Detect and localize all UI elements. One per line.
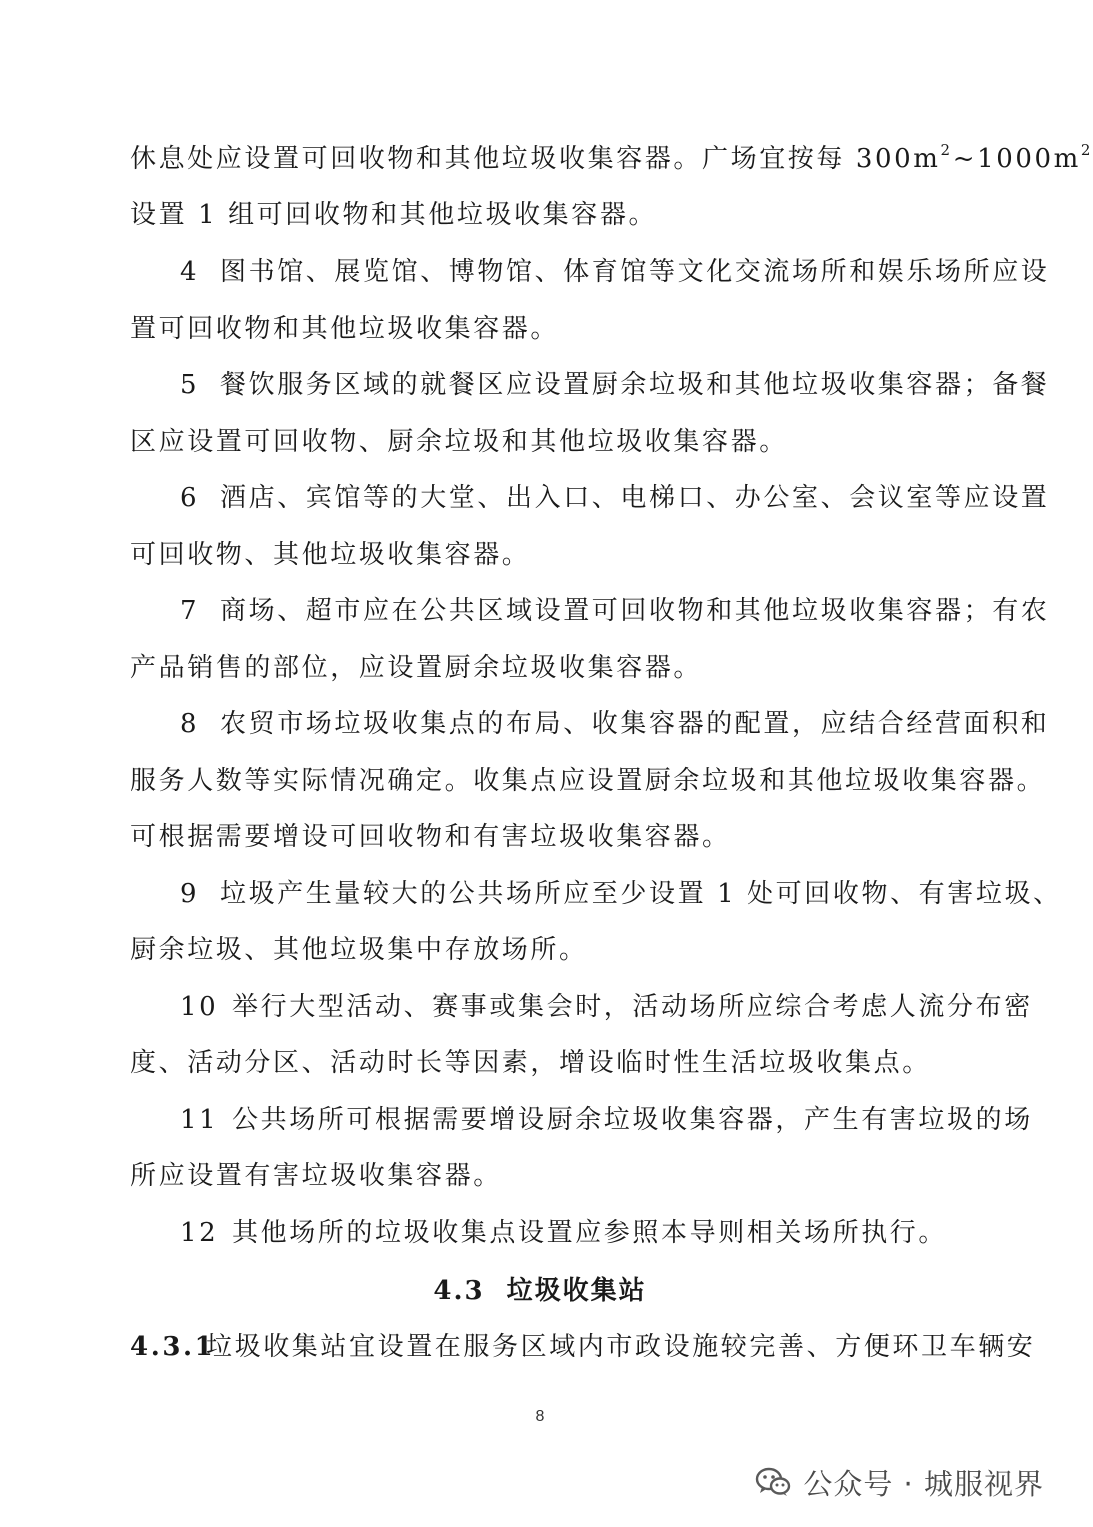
section-number: 4.3 [433,1276,485,1306]
paragraph-line [130,141,1093,176]
item-number: 4 [180,257,200,287]
list-item-8 [180,707,1050,741]
watermark [755,1462,1044,1502]
list-item-4 [180,255,1050,289]
clause-number: 4.3.1 [130,1332,216,1362]
item-number: 6 [180,483,200,513]
item-number: 8 [180,709,200,739]
paragraph-line: 产品销售的部位，应设置厨余垃圾收集容器。 [130,653,703,683]
list-item-10 [180,990,1033,1024]
item-number: 12 [180,1218,219,1248]
superscript: 2 [940,141,953,160]
list-item-12 [180,1216,952,1250]
section-title: 垃圾收集站 [506,1276,647,1306]
paragraph-line: 置可回收物和其他垃圾收集容器。 [130,314,560,344]
paragraph-line: 设置 1 组可回收物和其他垃圾收集容器。 [130,200,658,230]
line-text: 垃圾产生量较大的公共场所应至少设置 1 处可回收物、有害垃圾、 [220,879,1062,909]
paragraph-line: 服务人数等实际情况确定。收集点应设置厨余垃圾和其他垃圾收集容器。 [130,766,1046,796]
list-item-6 [180,481,1050,515]
line-text: 公共场所可根据需要增设厨余垃圾收集容器，产生有害垃圾的场 [232,1105,1033,1135]
wechat-icon [755,1467,791,1497]
item-number: 10 [180,992,219,1022]
list-item-11 [180,1103,1033,1137]
line-text: 垃圾收集站宜设置在服务区域内市政设施较完善、方便环卫车辆安 [206,1332,1036,1362]
line-text: 其他场所的垃圾收集点设置应参照本导则相关场所执行。 [232,1218,948,1248]
item-number: 7 [180,596,200,626]
paragraph-line: 区应设置可回收物、厨余垃圾和其他垃圾收集容器。 [130,427,788,457]
paragraph-line: 厨余垃圾、其他垃圾集中存放场所。 [130,935,588,965]
line-text: 餐饮服务区域的就餐区应设置厨余垃圾和其他垃圾收集容器；备餐 [220,370,1050,400]
item-number: 11 [180,1105,219,1135]
paragraph-line: 可回收物、其他垃圾收集容器。 [130,540,531,570]
watermark-text: 公众号 · 城服视界 [803,1466,1044,1501]
section-heading [0,1274,1080,1308]
clause-line [130,1330,1036,1364]
line-text: ~1000m [952,144,1081,174]
item-number: 9 [180,879,200,909]
line-text: 休息处应设置可回收物和其他垃圾收集容器。广场宜按每 300m [130,144,941,174]
item-number: 5 [180,370,200,400]
paragraph-line: 可根据需要增设可回收物和有害垃圾收集容器。 [130,822,731,852]
line-text: 商场、超市应在公共区域设置可回收物和其他垃圾收集容器；有农 [220,596,1050,626]
list-item-9 [180,877,1062,911]
paragraph-line: 度、活动分区、活动时长等因素，增设临时性生活垃圾收集点。 [130,1048,931,1078]
line-text: 农贸市场垃圾收集点的布局、收集容器的配置，应结合经营面积和 [220,709,1050,739]
superscript: 2 [1080,141,1093,160]
list-item-5 [180,368,1050,402]
paragraph-line: 所应设置有害垃圾收集容器。 [130,1161,502,1191]
line-text: 图书馆、展览馆、博物馆、体育馆等文化交流场所和娱乐场所应设 [220,257,1050,287]
page-number: 8 [535,1408,545,1425]
line-text: 酒店、宾馆等的大堂、出入口、电梯口、办公室、会议室等应设置 [220,483,1050,513]
line-text: 举行大型活动、赛事或集会时，活动场所应综合考虑人流分布密 [232,992,1033,1022]
list-item-7 [180,594,1050,628]
